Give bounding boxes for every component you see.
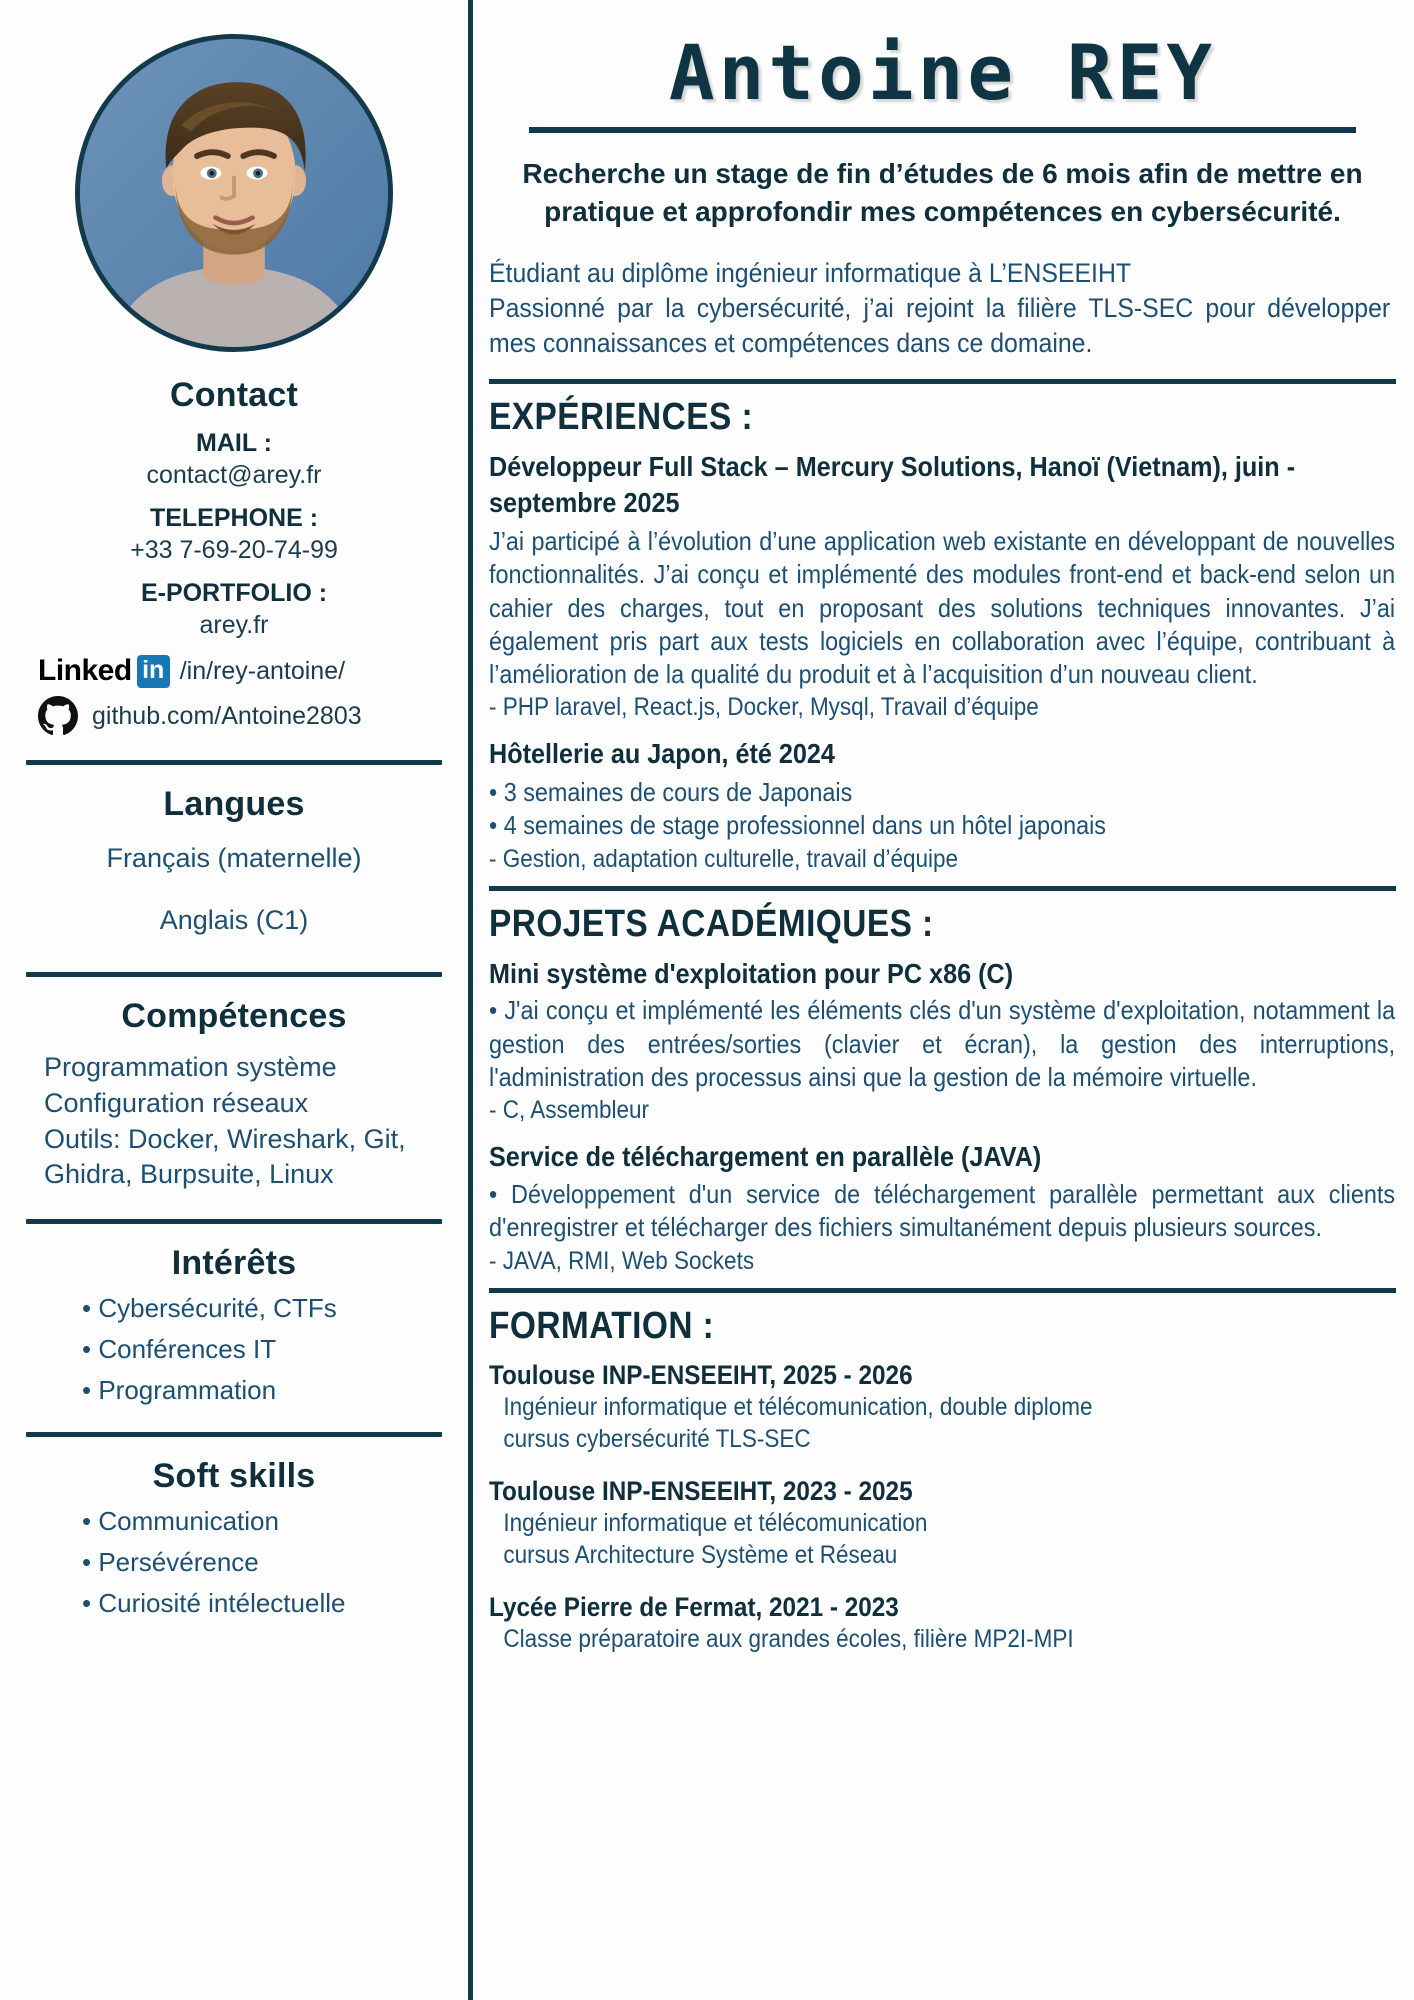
project-title: Service de téléchargement en parallèle (JAVA) bbox=[489, 1141, 1042, 1173]
interests-section bbox=[26, 1244, 442, 1437]
intro-block bbox=[489, 256, 1390, 361]
experience-title: Hôtellerie au Japon, été 2024 bbox=[489, 738, 835, 770]
mail-label: MAIL : bbox=[196, 429, 272, 457]
phone-label: TELEPHONE : bbox=[149, 504, 319, 532]
education-detail: cursus Architecture Système et Réseau bbox=[503, 1541, 898, 1570]
avatar bbox=[75, 34, 393, 352]
tagline: Recherche un stage de fin d’études de 6 mois afin de mettre en pratique et approfondir mes compétences en cybersécurité. bbox=[522, 158, 1363, 227]
experience-description: J’ai participé à l’évolution d’une application web existante en développant de nouvelles fonctionnalités. J’ai conçu et implémenté des modules front-end et back-end selon un cahier des charges, tout en proposant des solutions techniques innovantes. J’ai également pris part aux tests logiciels en collaboration avec l’équipe, contribuant à l’amélioration de la qualité du produit et à l’acquisition d’un nouveau client. bbox=[489, 525, 1396, 690]
soft-skill-label: Persévérence bbox=[98, 1547, 259, 1578]
list-item: • Programmation bbox=[82, 1375, 277, 1406]
title-underline bbox=[529, 127, 1356, 133]
experience-bullet: • 4 semaines de stage professionnel dans un hôtel japonais bbox=[489, 810, 1107, 841]
github-row[interactable] bbox=[26, 696, 442, 736]
mail-value[interactable]: contact@arey.fr bbox=[146, 461, 322, 489]
experiences-section bbox=[489, 396, 1396, 873]
language-item: Français (maternelle) bbox=[106, 843, 362, 873]
soft-skills-section bbox=[26, 1457, 442, 1629]
project-item bbox=[489, 956, 1396, 1126]
profile-photo bbox=[80, 39, 388, 347]
project-tech: - JAVA, RMI, Web Sockets bbox=[489, 1246, 755, 1275]
interest-label: Programmation bbox=[98, 1375, 277, 1406]
interests-heading: Intérêts bbox=[171, 1244, 297, 1283]
education-item bbox=[489, 1476, 1396, 1572]
education-detail: cursus cybersécurité TLS-SEC bbox=[503, 1425, 811, 1454]
contact-section bbox=[26, 376, 442, 765]
education-title: Lycée Pierre de Fermat, 2021 - 2023 bbox=[489, 1591, 899, 1622]
divider bbox=[489, 1288, 1396, 1293]
skills-heading: Compétences bbox=[121, 996, 347, 1035]
linkedin-row[interactable] bbox=[26, 654, 442, 688]
linkedin-badge: in bbox=[137, 655, 170, 688]
divider bbox=[26, 1432, 442, 1437]
experience-tech: - PHP laravel, React.js, Docker, Mysql, Travail d’équipe bbox=[489, 693, 1039, 722]
list-item: • Curiosité intélectuelle bbox=[82, 1588, 346, 1619]
github-icon bbox=[38, 696, 78, 736]
experience-item bbox=[489, 449, 1396, 722]
education-heading: FORMATION : bbox=[489, 1304, 715, 1347]
soft-skill-label: Communication bbox=[98, 1506, 279, 1537]
skills-section bbox=[26, 997, 442, 1225]
skill-line: Configuration réseaux bbox=[44, 1087, 309, 1118]
skill-line: Outils: Docker, Wireshark, Git, Ghidra, Burpsuite, Linux bbox=[44, 1123, 406, 1190]
contact-heading: Contact bbox=[170, 376, 298, 414]
github-handle[interactable]: github.com/Antoine2803 bbox=[92, 701, 362, 730]
projects-heading: PROJETS ACADÉMIQUES : bbox=[489, 902, 934, 945]
project-item bbox=[489, 1139, 1396, 1275]
project-description: • Développement d'un service de téléchargement parallèle permettant aux clients d'enregistrer et télécharger des fichiers simultanément depuis plusieurs sources. bbox=[489, 1179, 1396, 1243]
interest-label: Conférences IT bbox=[98, 1334, 277, 1365]
languages-section bbox=[26, 785, 442, 977]
divider bbox=[489, 379, 1396, 384]
list-item: • Persévérence bbox=[82, 1547, 259, 1578]
skill-line: Programmation système bbox=[44, 1051, 337, 1082]
project-title: Mini système d'exploitation pour PC x86 (C) bbox=[489, 957, 1014, 989]
phone-value[interactable]: +33 7-69-20-74-99 bbox=[130, 536, 338, 564]
interest-label: Cybersécurité, CTFs bbox=[98, 1293, 337, 1324]
languages-heading: Langues bbox=[163, 785, 305, 823]
sidebar bbox=[0, 0, 468, 2000]
divider bbox=[489, 886, 1396, 891]
project-tech: - C, Assembleur bbox=[489, 1096, 650, 1125]
education-title: Toulouse INP-ENSEEIHT, 2025 - 2026 bbox=[489, 1359, 913, 1390]
experience-bullet: • 3 semaines de cours de Japonais bbox=[489, 777, 853, 808]
linkedin-icon bbox=[38, 654, 170, 688]
divider bbox=[26, 972, 442, 977]
experience-tech: - Gestion, adaptation culturelle, travail d’équipe bbox=[489, 844, 959, 873]
list-item: • Conférences IT bbox=[82, 1334, 277, 1365]
main-column bbox=[468, 0, 1414, 2000]
education-detail: Ingénieur informatique et télécomunication, double diplome bbox=[503, 1392, 1093, 1421]
portfolio-value[interactable]: arey.fr bbox=[199, 611, 269, 639]
education-title: Toulouse INP-ENSEEIHT, 2023 - 2025 bbox=[489, 1475, 913, 1506]
education-item bbox=[489, 1360, 1396, 1456]
intro-line-1: Étudiant au diplôme ingénieur informatique à L’ENSEEIHT bbox=[489, 258, 1132, 289]
language-item: Anglais (C1) bbox=[159, 904, 309, 935]
list-item: • Communication bbox=[82, 1506, 279, 1537]
linkedin-handle[interactable]: /in/rey-antoine/ bbox=[179, 656, 346, 685]
page-title: Antoine REY bbox=[668, 28, 1217, 117]
project-description: • J'ai conçu et implémenté les éléments clés d'un système d'exploitation, notamment la gestion des entrées/sorties (clavier et écran), la gestion des interruptions, l'administration des processus ainsi que la gestion de la mémoire virtuelle. bbox=[489, 995, 1396, 1093]
projects-section bbox=[489, 903, 1396, 1276]
portfolio-label: E-PORTFOLIO : bbox=[140, 579, 328, 607]
education-section bbox=[489, 1305, 1396, 1656]
experience-item bbox=[489, 736, 1396, 873]
divider bbox=[26, 1219, 442, 1224]
education-item bbox=[489, 1592, 1396, 1656]
divider bbox=[26, 760, 442, 765]
education-detail: Ingénieur informatique et télécomunication bbox=[503, 1508, 928, 1537]
soft-skill-label: Curiosité intélectuelle bbox=[98, 1588, 346, 1619]
intro-line-2: Passionné par la cybersécurité, j’ai rejoint la filière TLS-SEC pour développer mes connaissances et compétences dans ce domaine. bbox=[489, 293, 1391, 359]
experiences-heading: EXPÉRIENCES : bbox=[489, 396, 754, 439]
linkedin-wordmark: Linked bbox=[38, 654, 132, 687]
soft-skills-heading: Soft skills bbox=[152, 1457, 316, 1496]
list-item: • Cybersécurité, CTFs bbox=[82, 1293, 337, 1324]
education-detail: Classe préparatoire aux grandes écoles, filière MP2I-MPI bbox=[503, 1624, 1074, 1653]
experience-title: Développeur Full Stack – Mercury Solutions, Hanoï (Vietnam), juin - septembre 2025 bbox=[489, 451, 1296, 519]
